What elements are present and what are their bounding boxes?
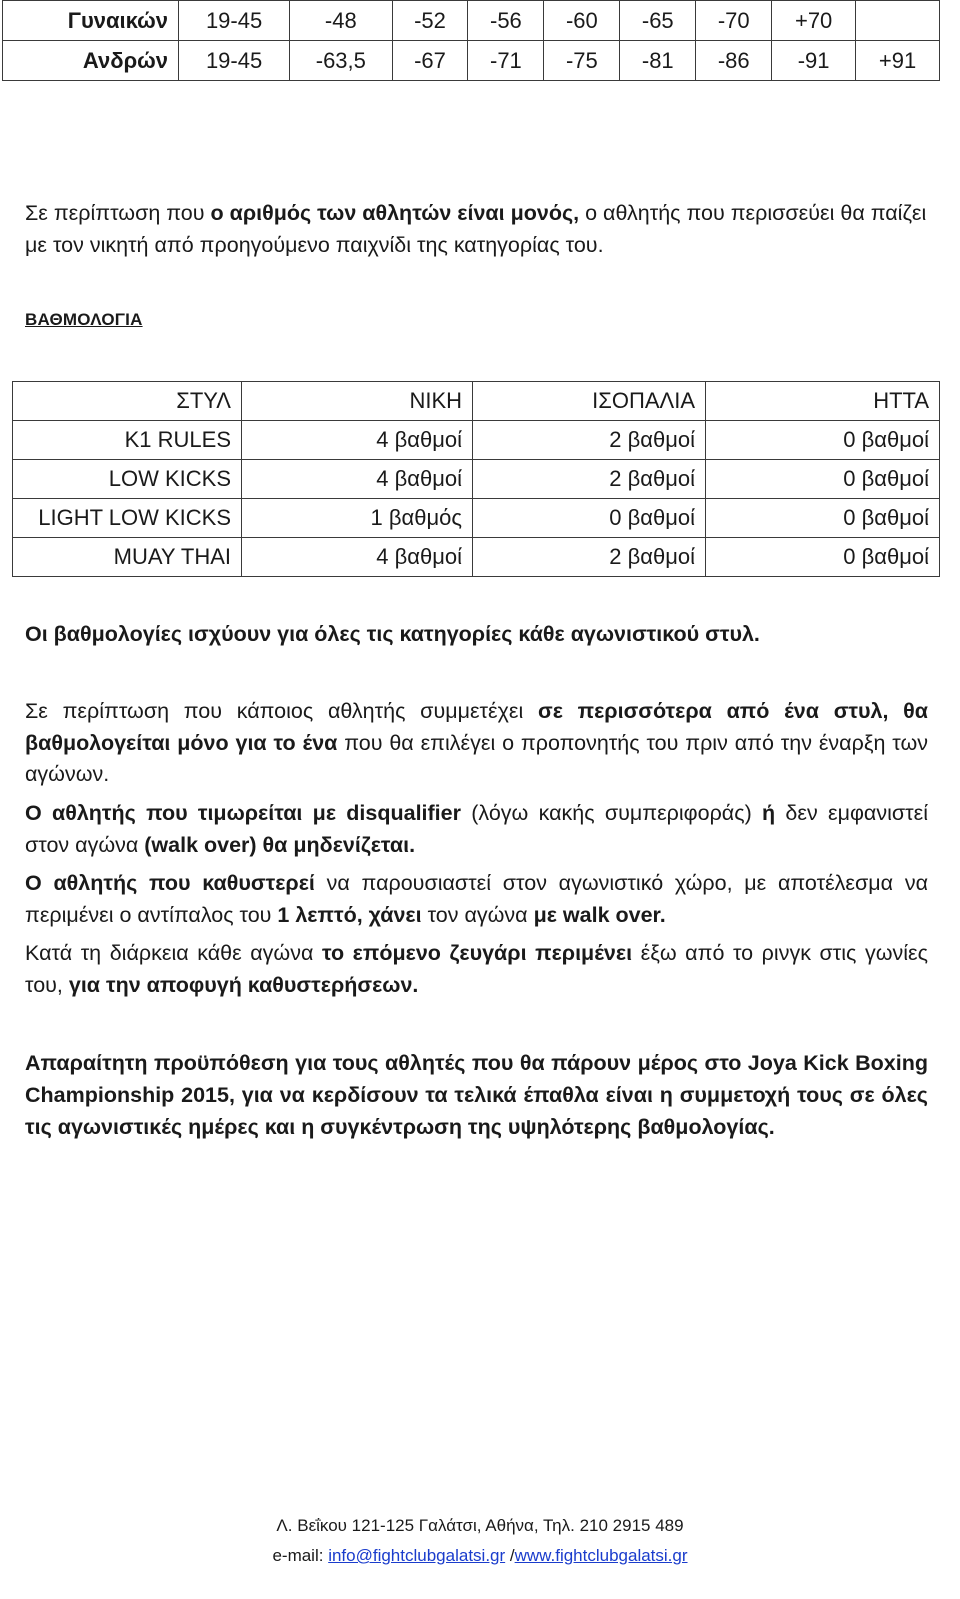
bold-run: Ο αθλητής που τιμωρείται με disqualifier [25, 801, 461, 825]
text-run: που θα επιλέγει ο προπονητής του πριν από την έναρξη των αγώνων. [25, 730, 928, 786]
footer-separator: / [505, 1546, 515, 1565]
text-run: ο αθλητής που περισσεύει θα παίζει με τον νικητή από προηγούμενο παιχνίδι της κατηγορίας του. [25, 201, 927, 257]
weight-cell: -56 [468, 1, 544, 41]
weight-cell: -70 [696, 1, 772, 41]
text-run: Σε περίπτωση που [25, 201, 211, 225]
style-cell: K1 RULES [13, 421, 242, 460]
text-run: Κατά τη διάρκεια κάθε αγώνα [25, 941, 322, 965]
weight-cell: -60 [544, 1, 620, 41]
bold-run: για την αποφυγή καθυστερήσεων. [68, 972, 419, 997]
weight-row-men [3, 41, 940, 81]
scoring-note [25, 619, 928, 651]
weight-cell: -91 [772, 41, 856, 81]
style-cell: MUAY THAI [13, 538, 242, 577]
footer-address: Λ. Βεΐκου 121-125 Γαλάτσι, Αθήνα, Τηλ. 210 2915 489 [276, 1516, 684, 1535]
weight-cell: 19-45 [179, 41, 290, 81]
multi-style-paragraph [25, 696, 928, 791]
weight-cell: -65 [620, 1, 696, 41]
score-cell: 4 βαθμοί [242, 538, 473, 577]
header-cell: ΗΤΤΑ [706, 382, 940, 421]
bold-run: (walk over) θα μηδενίζεται. [144, 832, 416, 857]
weight-cell: +91 [856, 41, 940, 81]
score-cell: 2 βαθμοί [473, 421, 706, 460]
weight-cell: -75 [544, 41, 620, 81]
header-cell: ΙΣΟΠΑΛΙΑ [473, 382, 706, 421]
score-table [12, 381, 940, 577]
weight-cell: 19-45 [179, 1, 290, 41]
weight-row-label: Γυναικών [3, 1, 179, 41]
header-cell: ΝΙΚΗ [242, 382, 473, 421]
weight-cell: -67 [392, 41, 468, 81]
score-cell: 0 βαθμοί [706, 460, 940, 499]
text-run: (λόγω κακής συμπεριφοράς) [460, 801, 763, 825]
score-table-header [13, 382, 940, 421]
bold-run: με walk over. [533, 902, 666, 927]
bold-run: Απαραίτητη προϋπόθεση για τους αθλητές που θα πάρουν μέρος στο Joya Kick Boxing Championship 2015, για να κερδίσουν τα τελικά έπαθλα είναι η συμμετοχή τους σε όλες τις αγωνιστικές ημέρες και η συγκέντρωση της υψηλότερης βαθμολογίας. [25, 1051, 928, 1139]
score-cell: 1 βαθμός [242, 499, 473, 538]
score-row [13, 499, 940, 538]
score-row [13, 538, 940, 577]
weight-cell: -48 [290, 1, 392, 41]
bold-run: ή [762, 801, 776, 825]
weight-row-label: Ανδρών [3, 41, 179, 81]
bold-run: το επόμενο ζευγάρι περιμένει [321, 941, 633, 965]
score-cell: 0 βαθμοί [706, 499, 940, 538]
website-link[interactable]: www.fightclubgalatsi.gr [514, 1546, 688, 1565]
score-cell: 4 βαθμοί [242, 460, 473, 499]
style-cell: LOW KICKS [13, 460, 242, 499]
prerequisite-paragraph [25, 1047, 928, 1143]
next-pair-paragraph [25, 938, 928, 1001]
weight-cell: -52 [392, 1, 468, 41]
text-run: έξω από το ρινγκ στις γωνίες του, [25, 941, 928, 997]
text-run: τον αγώνα [421, 902, 534, 927]
weight-cell [856, 1, 940, 41]
bold-run: σε περισσότερα από ένα στυλ, θα βαθμολογείται μόνο για το ένα [25, 699, 929, 755]
section-title: ΒΑΘΜΟΛΟΓΙΑ [25, 310, 143, 329]
score-cell: 0 βαθμοί [706, 421, 940, 460]
score-cell: 4 βαθμοί [242, 421, 473, 460]
late-athlete-paragraph [25, 868, 928, 931]
email-prefix: e-mail: [272, 1546, 329, 1565]
bold-run: Οι βαθμολογίες ισχύουν για όλες τις κατηγορίες κάθε αγωνιστικού στυλ. [25, 622, 760, 646]
score-cell: 0 βαθμοί [473, 499, 706, 538]
bold-run: ο αριθμός των αθλητών είναι μονός, [210, 201, 580, 225]
weight-category-table [2, 0, 940, 81]
bold-run: Ο αθλητής που καθυστερεί [25, 871, 315, 895]
text-run: Σε περίπτωση που κάποιος αθλητής συμμετέχει [25, 699, 539, 723]
text-run: να παρουσιαστεί στον αγωνιστικό χώρο, με αποτέλεσμα να περιμένει ο αντίπαλος του [25, 871, 929, 927]
weight-row-women [3, 1, 940, 41]
odd-athletes-paragraph [25, 198, 928, 261]
header-cell: ΣΤΥΛ [13, 382, 242, 421]
weight-cell: +70 [772, 1, 856, 41]
weight-cell: -71 [468, 41, 544, 81]
disqualifier-paragraph [25, 798, 928, 861]
score-cell: 0 βαθμοί [706, 538, 940, 577]
weight-cell: -63,5 [290, 41, 392, 81]
score-cell: 2 βαθμοί [473, 460, 706, 499]
bold-run: 1 λεπτό, χάνει [277, 902, 422, 927]
score-cell: 2 βαθμοί [473, 538, 706, 577]
weight-cell: -81 [620, 41, 696, 81]
score-row [13, 421, 940, 460]
score-row [13, 460, 940, 499]
email-link[interactable]: info@fightclubgalatsi.gr [328, 1546, 506, 1565]
text-run: δεν εμφανιστεί στον αγώνα [25, 801, 928, 857]
footer-contact [0, 1543, 960, 1569]
style-cell: LIGHT LOW KICKS [13, 499, 242, 538]
weight-cell: -86 [696, 41, 772, 81]
